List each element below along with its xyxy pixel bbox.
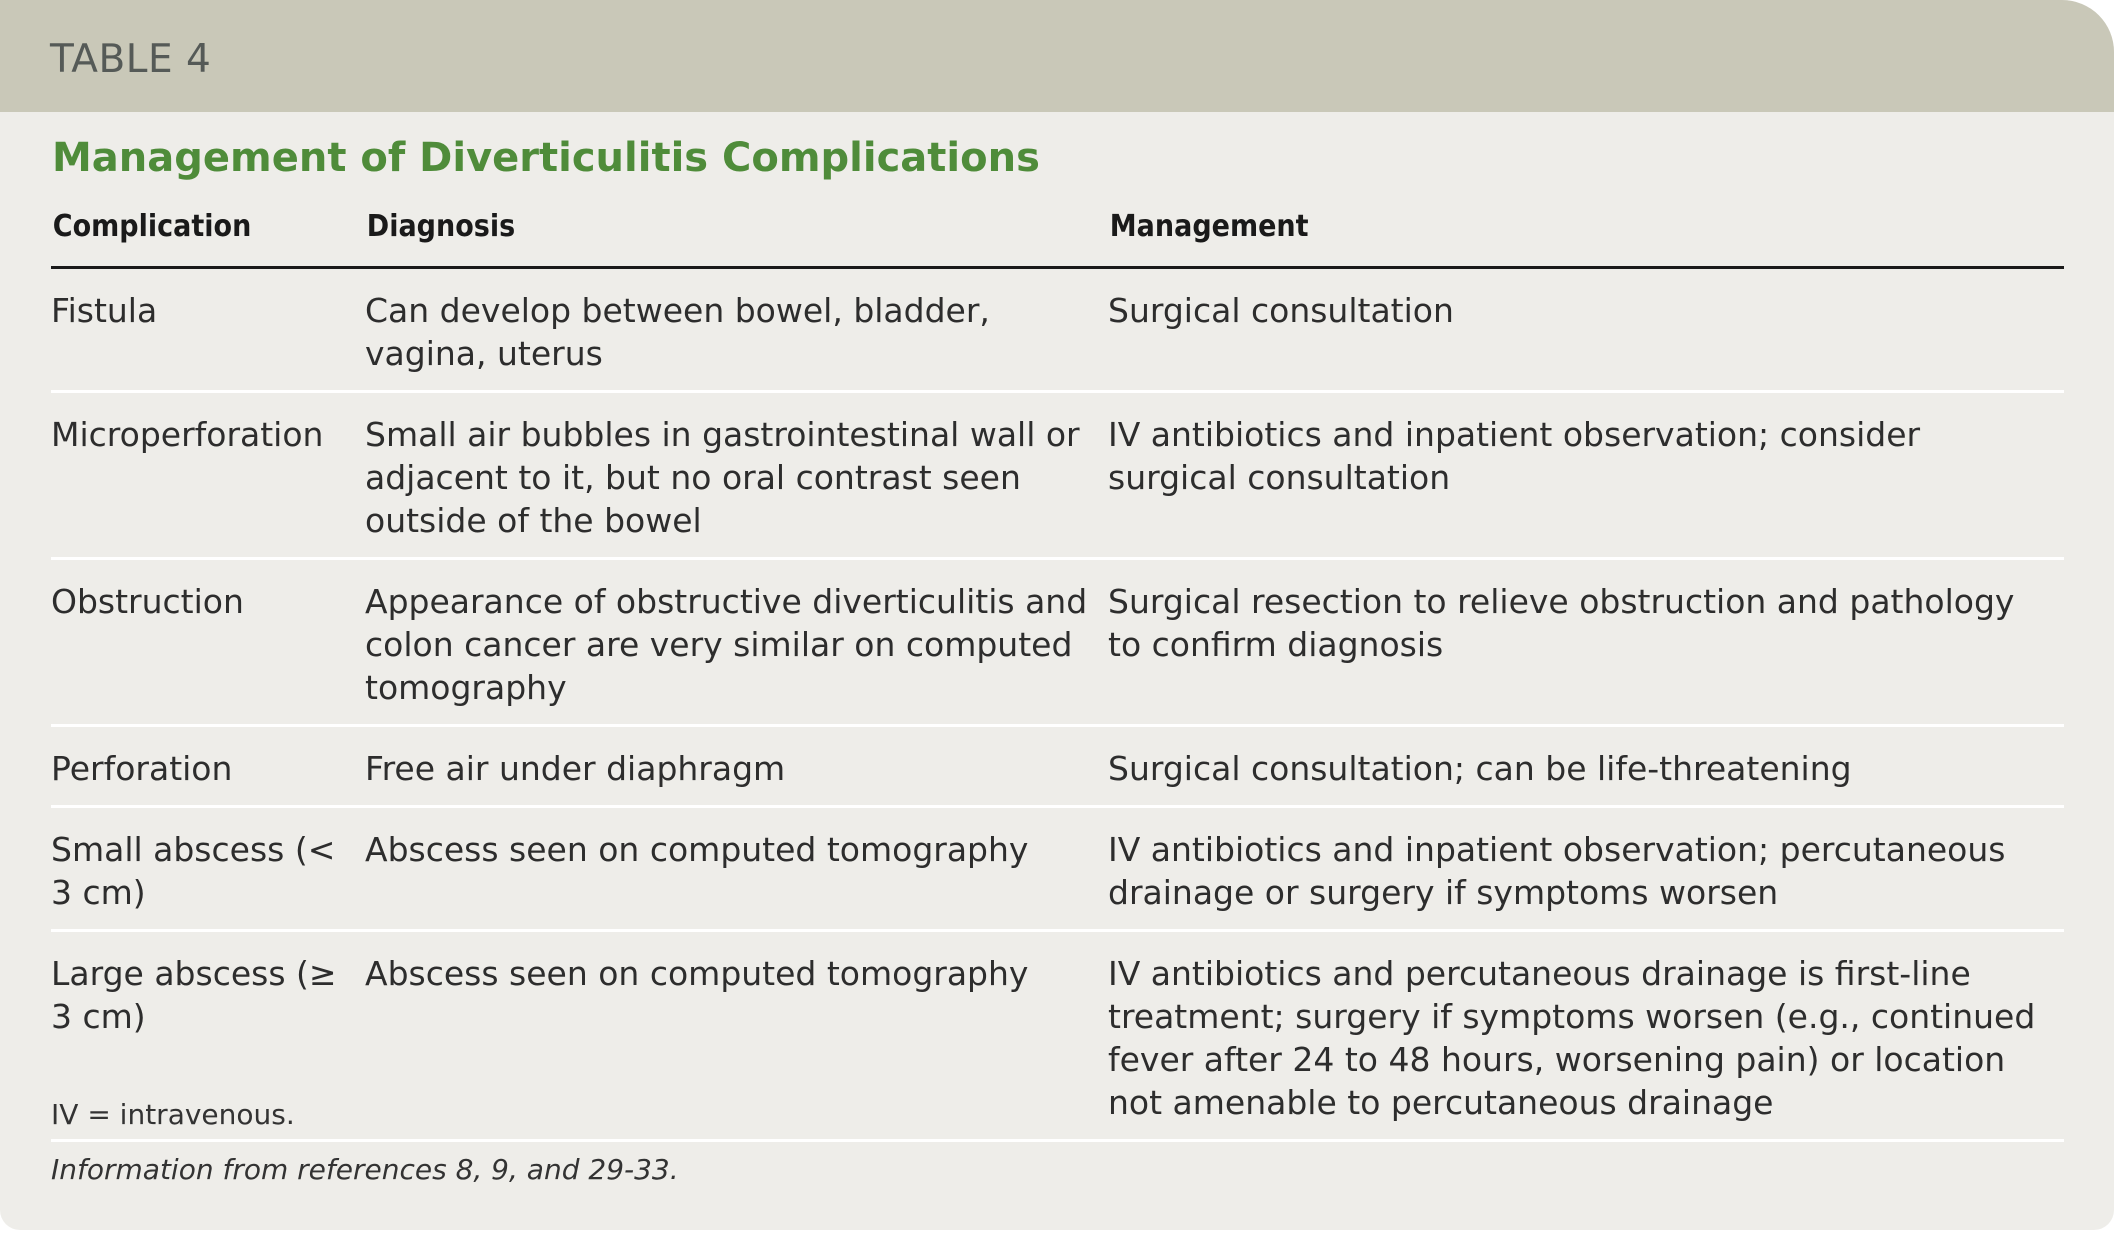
cell-diagnosis: Small air bubbles in gastrointestinal wall or adjacent to it, but no oral contrast seen outside of the bowel bbox=[365, 392, 1108, 559]
cell-diagnosis: Abscess seen on computed tomography bbox=[365, 931, 1108, 1141]
cell-diagnosis: Free air under diaphragm bbox=[365, 726, 1108, 807]
cell-diagnosis: Appearance of obstructive diverticulitis and colon cancer are very similar on computed tomography bbox=[365, 559, 1108, 726]
cell-diagnosis: Abscess seen on computed tomography bbox=[365, 807, 1108, 931]
table-row bbox=[51, 931, 2064, 1141]
cell-complication: Obstruction bbox=[51, 559, 365, 726]
header-band bbox=[0, 0, 2114, 112]
cell-management: IV antibiotics and inpatient observation; consider surgical consultation bbox=[1108, 392, 2064, 559]
cell-complication: Fistula bbox=[51, 268, 365, 392]
cell-management: IV antibiotics and inpatient observation; percutaneous drainage or surgery if symptoms worsen bbox=[1108, 807, 2064, 931]
table-label: TABLE 4 bbox=[50, 37, 212, 82]
cell-management: Surgical consultation bbox=[1108, 268, 2064, 392]
complications-table bbox=[51, 203, 2064, 1142]
cell-diagnosis: Can develop between bowel, bladder, vagina, uterus bbox=[365, 268, 1108, 392]
table-row bbox=[51, 726, 2064, 807]
table-row bbox=[51, 807, 2064, 931]
cell-complication: Microperforation bbox=[51, 392, 365, 559]
table-title: Management of Diverticulitis Complications bbox=[52, 135, 1040, 181]
cell-management: Surgical resection to relieve obstruction and pathology to confirm diagnosis bbox=[1108, 559, 2064, 726]
column-header-complication: Complication bbox=[51, 203, 334, 268]
table-header-row bbox=[51, 203, 2064, 268]
column-header-diagnosis: Diagnosis bbox=[365, 203, 1034, 268]
table-row bbox=[51, 268, 2064, 392]
source-note: Information from references 8, 9, and 29-33. bbox=[51, 1153, 679, 1186]
table-row bbox=[51, 559, 2064, 726]
cell-complication: Small abscess (< 3 cm) bbox=[51, 807, 365, 931]
abbreviation-footnote: IV = intravenous. bbox=[51, 1098, 295, 1131]
column-header-management: Management bbox=[1108, 203, 1968, 268]
cell-complication: Large abscess (≥ 3 cm) bbox=[51, 931, 365, 1141]
table-row bbox=[51, 392, 2064, 559]
cell-management: Surgical consultation; can be life-threatening bbox=[1108, 726, 2064, 807]
cell-management: IV antibiotics and percutaneous drainage is first-line treatment; surgery if symptoms worsen (e.g., continued fever after 24 to 48 hours, worsening pain) or location not amenable to percutaneous drainage bbox=[1108, 931, 2064, 1141]
cell-complication: Perforation bbox=[51, 726, 365, 807]
